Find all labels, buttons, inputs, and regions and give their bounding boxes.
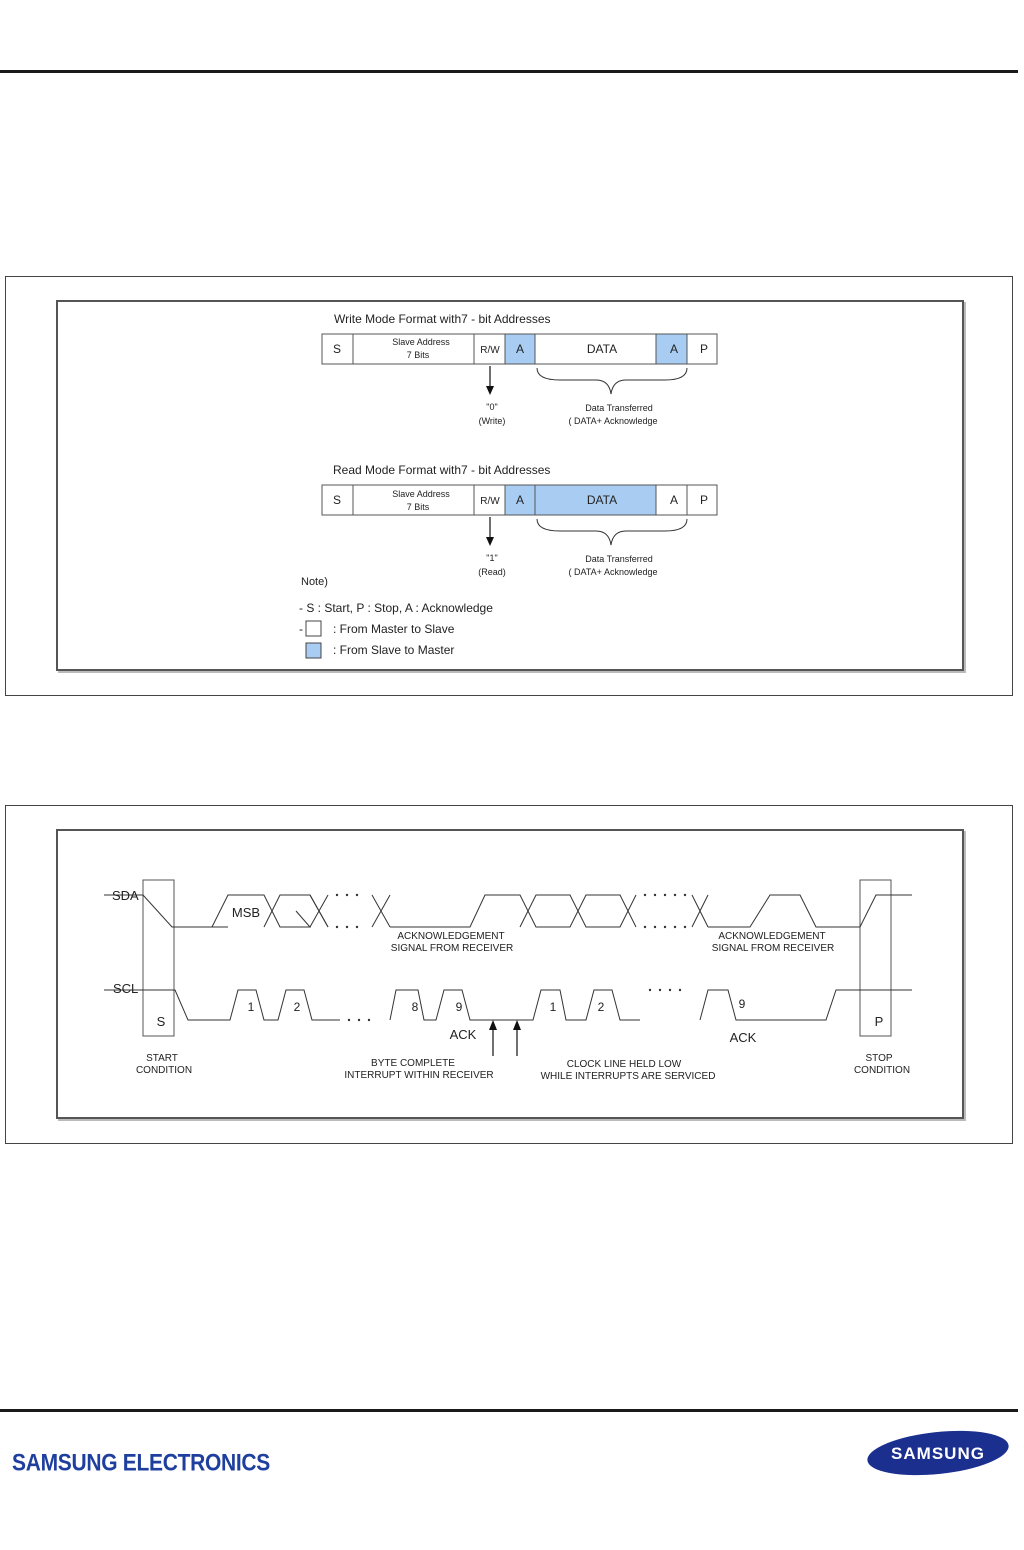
legend-dash: - [299,622,303,636]
write-data-label: DATA [586,342,618,356]
note-abbreviations: - S : Start, P : Stop, A : Acknowledge [299,601,493,615]
write-ack2-label: A [669,342,679,356]
read-slave-address-label: Slave Address [392,489,450,499]
note-heading: Note) [301,576,328,588]
read-ack1-label: A [515,493,525,507]
scl-label: SCL [113,981,139,996]
read-brace-label-2: ( DATA+ Acknowledge [568,567,658,577]
read-ack2-label: A [669,493,679,507]
stop-condition-line1: STOP [865,1053,893,1064]
byte-complete-line2: INTERRUPT WITHIN RECEIVER [344,1070,494,1081]
msb-label: MSB [231,905,261,920]
write-rw-meaning: (Write) [478,416,506,426]
read-rw-meaning: (Read) [478,567,506,577]
clock-number-2: 2 [293,1000,301,1014]
write-rw-value: "0" [486,402,498,412]
samsung-logo [866,1428,1011,1478]
read-slave-bits-label: 7 Bits [406,502,430,512]
footer-rule [0,1409,1018,1412]
start-marker: S [156,1014,166,1029]
clock-number-9: 9 [455,1000,463,1014]
byte-complete-arrowhead [489,1020,497,1030]
legend-slave-label: : From Slave to Master [333,643,455,657]
write-mode-title: Write Mode Format with7 - bit Addresses [334,312,551,326]
read-rw-label: R/W [480,496,500,507]
ack-signal-1-line1: ACKNOWLEDGEMENT [397,931,505,942]
scl-waveform [104,990,912,1020]
write-slave-bits-label: 7 Bits [406,350,430,360]
read-brace-label-1: Data Transferred [585,554,653,564]
write-slave-address-label: Slave Address [392,337,450,347]
read-p-label: P [699,493,709,507]
clock-held-arrowhead [513,1020,521,1030]
ack-signal-2-line1: ACKNOWLEDGEMENT [718,931,826,942]
read-mode-title: Read Mode Format with7 - bit Addresses [333,463,551,477]
stop-condition-line2: CONDITION [853,1065,911,1076]
sda-waveform [104,895,912,927]
write-rw-label: R/W [480,345,500,356]
ack-signal-1-line2: SIGNAL FROM RECEIVER [390,943,514,954]
read-data-label: DATA [586,493,618,507]
ack-signal-2-line2: SIGNAL FROM RECEIVER [711,943,835,954]
clock-held-line1: CLOCK LINE HELD LOW [566,1059,682,1070]
write-ack1-label: A [515,342,525,356]
read-rw-value: "1" [486,553,498,563]
clock-number-1b: 1 [549,1000,557,1014]
byte-complete-line1: BYTE COMPLETE [371,1058,455,1069]
clock-number-2b: 2 [597,1000,605,1014]
legend-master-label: : From Master to Slave [333,622,455,636]
ack-label-1: ACK [449,1027,477,1042]
ack-label-2: ACK [729,1030,757,1045]
clock-number-8: 8 [411,1000,419,1014]
stop-marker: P [874,1014,884,1029]
start-condition-line2: CONDITION [135,1065,193,1076]
scl-dots [348,989,681,1021]
write-field-s-label: S [332,342,342,356]
samsung-logo-text: SAMSUNG [891,1444,985,1463]
start-condition-line1: START [146,1053,178,1064]
write-brace-label-1: Data Transferred [585,403,653,413]
write-brace-label-2: ( DATA+ Acknowledge [568,416,658,426]
company-name: SAMSUNG ELECTRONICS [12,1450,270,1477]
clock-number-1: 1 [247,1000,255,1014]
write-p-label: P [699,342,709,356]
stop-condition-box [860,880,891,1036]
sda-label: SDA [112,888,139,903]
clock-held-line2: WHILE INTERRUPTS ARE SERVICED [540,1071,716,1082]
clock-number-9b: 9 [738,997,746,1011]
start-condition-box [143,880,174,1036]
read-field-s-label: S [332,493,342,507]
